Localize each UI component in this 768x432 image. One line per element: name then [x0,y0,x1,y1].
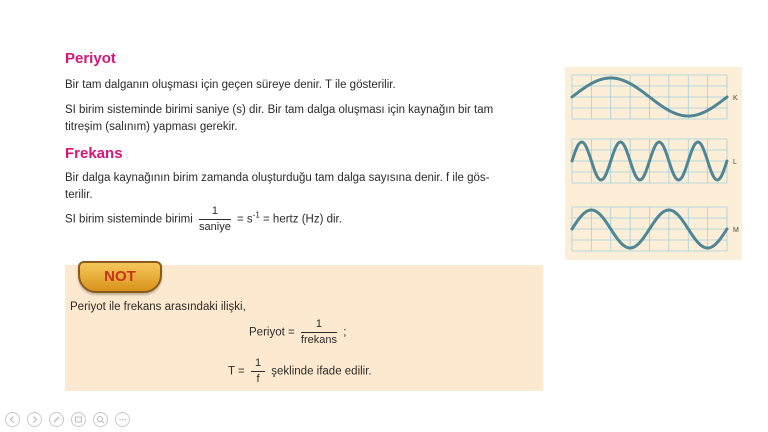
pen-icon[interactable] [49,412,64,427]
eq2-end: şeklinde ifade edilir. [271,365,372,378]
note-equation-periyot [249,318,346,347]
wave-l [572,139,737,183]
eq1-denominator: frekans [300,334,337,346]
not-badge: NOT [78,261,162,293]
more-icon[interactable] [115,412,130,427]
wave-label: M [733,227,739,234]
wave-label: L [733,159,737,166]
frekans-definition [65,170,555,204]
eq1-numerator: 1 [301,318,337,333]
frekans-heading: Frekans [65,145,123,162]
wave-figure-panel [565,67,742,260]
frekans-unit-eq: = s [237,213,253,226]
zoom-icon[interactable] [93,412,108,427]
periyot-unit-line2: titreşim (salınım) yapması gerekir. [65,121,238,133]
eq1-end: ; [343,326,347,339]
periyot-unit-line1: SI birim sisteminde birimi saniye (s) dir. Bir tam dalga oluşması için kaynağın bir tam [65,104,494,116]
wave-k [572,75,738,119]
wave-label: K [733,95,738,102]
fraction-numerator: 1 [199,205,231,220]
note-equation-t [228,357,372,386]
fraction-denominator: saniye [199,221,231,233]
prev-icon[interactable] [5,412,20,427]
frekans-def-line1: Bir dalga kaynağının birim zamanda oluşturduğu tam dalga sayısına denir. f ile gös- [65,172,490,184]
eq1-fraction [301,318,337,347]
frekans-unit-suffix: = hertz (Hz) dir. [263,213,342,226]
slide-nav-bar [5,412,130,427]
wave-m [572,207,739,251]
slides-icon[interactable] [71,412,86,427]
eq2-numerator: 1 [251,357,265,372]
frekans-def-line2: terilir. [65,189,93,201]
frekans-unit-prefix: SI birim sisteminde birimi [65,213,193,226]
note-intro: Periyot ile frekans arasındaki ilişki, [70,301,246,313]
wave-figure [565,67,742,260]
periyot-heading: Periyot [65,50,116,67]
eq2-lhs: T = [228,365,245,378]
eq2-fraction [251,357,265,386]
frekans-unit-exponent: -1 [252,210,260,220]
eq1-lhs: Periyot = [249,326,295,339]
frekans-unit-formula [65,205,555,234]
next-icon[interactable] [27,412,42,427]
periyot-definition: Bir tam dalganın oluşması için geçen süreye denir. T ile gösterilir. [65,79,396,91]
periyot-unit-text [65,102,555,136]
eq2-denominator: f [256,373,260,385]
frekans-unit-fraction [199,205,231,234]
